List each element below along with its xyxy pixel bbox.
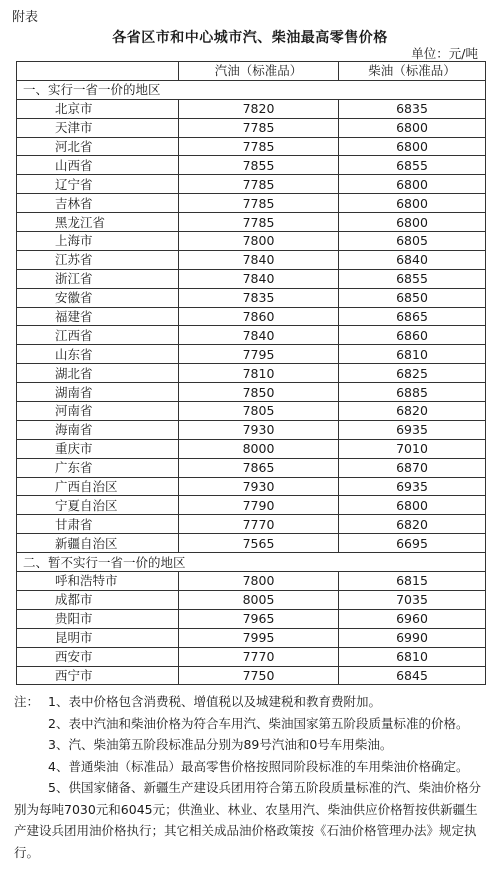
gasoline-price: 7840 (179, 250, 339, 269)
diesel-price: 6800 (339, 118, 486, 137)
section-row (17, 553, 486, 572)
region-name: 甘肃省 (17, 515, 179, 534)
diesel-price: 6840 (339, 250, 486, 269)
gasoline-price: 7930 (179, 477, 339, 496)
table-row (17, 250, 486, 269)
gasoline-price: 7835 (179, 288, 339, 307)
table-row (17, 213, 486, 232)
table-row (17, 194, 486, 213)
table-row (17, 647, 486, 666)
table-row (17, 288, 486, 307)
header-region-cell (17, 62, 179, 81)
diesel-price: 6805 (339, 232, 486, 251)
table-row (17, 534, 486, 553)
region-name: 吉林省 (17, 194, 179, 213)
gasoline-price: 7770 (179, 515, 339, 534)
diesel-price: 6800 (339, 137, 486, 156)
table-row (17, 156, 486, 175)
table-row (17, 477, 486, 496)
table-row (17, 326, 486, 345)
table-row (17, 383, 486, 402)
gasoline-price: 7840 (179, 326, 339, 345)
gasoline-price: 7810 (179, 364, 339, 383)
table-row (17, 402, 486, 421)
region-name: 呼和浩特市 (17, 572, 179, 591)
region-name: 重庆市 (17, 439, 179, 458)
region-name: 安徽省 (17, 288, 179, 307)
section-heading: 二、暂不实行一省一价的地区 (17, 553, 486, 572)
note-text: 2、表中汽油和柴油价格为符合车用汽、柴油国家第五阶段质量标准的价格。 (48, 715, 469, 731)
table-row (17, 99, 486, 118)
note-text: 1、表中价格包含消费税、增值税以及城建税和教育费附加。 (48, 694, 381, 709)
diesel-price: 6800 (339, 194, 486, 213)
diesel-price: 6800 (339, 175, 486, 194)
table-row (17, 345, 486, 364)
diesel-price: 6960 (339, 609, 486, 628)
note-item (14, 734, 488, 756)
region-name: 广东省 (17, 458, 179, 477)
region-name: 成都市 (17, 590, 179, 609)
diesel-price: 7035 (339, 590, 486, 609)
table-row (17, 609, 486, 628)
diesel-price: 6820 (339, 515, 486, 534)
gasoline-price: 7995 (179, 628, 339, 647)
region-name: 湖北省 (17, 364, 179, 383)
table-row (17, 590, 486, 609)
table-row (17, 307, 486, 326)
region-name: 海南省 (17, 420, 179, 439)
region-name: 江苏省 (17, 250, 179, 269)
region-name: 江西省 (17, 326, 179, 345)
table-row (17, 439, 486, 458)
gasoline-price: 7930 (179, 420, 339, 439)
table-row (17, 232, 486, 251)
table-row (17, 496, 486, 515)
region-name: 河南省 (17, 402, 179, 421)
diesel-price: 6855 (339, 269, 486, 288)
price-table (16, 61, 486, 685)
region-name: 北京市 (17, 99, 179, 118)
region-name: 宁夏自治区 (17, 496, 179, 515)
region-name: 山西省 (17, 156, 179, 175)
table-row (17, 420, 486, 439)
diesel-price: 6885 (339, 383, 486, 402)
gasoline-price: 7565 (179, 534, 339, 553)
diesel-price: 6845 (339, 666, 486, 685)
gasoline-price: 7800 (179, 572, 339, 591)
table-row (17, 137, 486, 156)
gasoline-price: 7785 (179, 137, 339, 156)
region-name: 浙江省 (17, 269, 179, 288)
document-title: 各省区市和中心城市汽、柴油最高零售价格 (112, 30, 388, 46)
gasoline-price: 7785 (179, 194, 339, 213)
gasoline-price: 7800 (179, 232, 339, 251)
region-name: 贵阳市 (17, 609, 179, 628)
gasoline-price: 7790 (179, 496, 339, 515)
region-name: 天津市 (17, 118, 179, 137)
note-text: 5、供国家储备、新疆生产建设兵团用符合第五阶段质量标准的汽、柴油价格分别为每吨7030元和6045元；供渔业、林业、农垦用汽、柴油供应价格暂按供新疆生产建设兵团用油价格执行；其它相关成品油价格政策按《石油价格管理办法》规定执行。 (14, 780, 481, 860)
diesel-price: 6810 (339, 345, 486, 364)
region-name: 辽宁省 (17, 175, 179, 194)
gasoline-price: 7785 (179, 118, 339, 137)
gasoline-price: 8005 (179, 590, 339, 609)
gasoline-price: 7860 (179, 307, 339, 326)
region-name: 西安市 (17, 647, 179, 666)
notes-label: 注： (14, 694, 40, 709)
diesel-price: 6800 (339, 213, 486, 232)
diesel-price: 6815 (339, 572, 486, 591)
diesel-price: 6695 (339, 534, 486, 553)
note-item (14, 777, 488, 863)
table-row (17, 666, 486, 685)
table-row (17, 515, 486, 534)
table-row (17, 364, 486, 383)
appendix-label: 附表 (12, 10, 39, 25)
gasoline-price: 7805 (179, 402, 339, 421)
section-heading: 一、实行一省一价的地区 (17, 80, 486, 99)
diesel-price: 6865 (339, 307, 486, 326)
header-diesel: 柴油（标准品） (339, 62, 486, 81)
region-name: 黑龙江省 (17, 213, 179, 232)
region-name: 福建省 (17, 307, 179, 326)
diesel-price: 6835 (339, 99, 486, 118)
gasoline-price: 7820 (179, 99, 339, 118)
diesel-price: 6800 (339, 496, 486, 515)
gasoline-price: 7840 (179, 269, 339, 288)
note-text: 3、汽、柴油第五阶段标准品分别为89号汽油和0号车用柴油。 (48, 737, 393, 752)
diesel-price: 6990 (339, 628, 486, 647)
diesel-price: 6935 (339, 477, 486, 496)
gasoline-price: 8000 (179, 439, 339, 458)
note-item (14, 691, 488, 713)
notes-section (14, 691, 488, 863)
region-name: 新疆自治区 (17, 534, 179, 553)
gasoline-price: 7785 (179, 213, 339, 232)
table-row (17, 458, 486, 477)
note-text: 4、普通柴油（标准品）最高零售价格按照同阶段标准的车用柴油价格确定。 (48, 758, 469, 774)
gasoline-price: 7770 (179, 647, 339, 666)
region-name: 河北省 (17, 137, 179, 156)
table-row (17, 572, 486, 591)
gasoline-price: 7795 (179, 345, 339, 364)
unit-label: 单位：元/吨 (411, 46, 478, 61)
note-item (14, 713, 488, 735)
diesel-price: 6820 (339, 402, 486, 421)
table-row (17, 269, 486, 288)
gasoline-price: 7750 (179, 666, 339, 685)
diesel-price: 6850 (339, 288, 486, 307)
diesel-price: 7010 (339, 439, 486, 458)
note-item (14, 756, 488, 778)
gasoline-price: 7785 (179, 175, 339, 194)
region-name: 昆明市 (17, 628, 179, 647)
gasoline-price: 7865 (179, 458, 339, 477)
gasoline-price: 7855 (179, 156, 339, 175)
region-name: 上海市 (17, 232, 179, 251)
region-name: 山东省 (17, 345, 179, 364)
diesel-price: 6825 (339, 364, 486, 383)
header-gasoline: 汽油（标准品） (179, 62, 339, 81)
diesel-price: 6810 (339, 647, 486, 666)
region-name: 西宁市 (17, 666, 179, 685)
table-row (17, 118, 486, 137)
gasoline-price: 7965 (179, 609, 339, 628)
table-header-row (17, 62, 486, 81)
section-row (17, 80, 486, 99)
diesel-price: 6870 (339, 458, 486, 477)
diesel-price: 6855 (339, 156, 486, 175)
gasoline-price: 7850 (179, 383, 339, 402)
table-row (17, 628, 486, 647)
region-name: 湖南省 (17, 383, 179, 402)
table-row (17, 175, 486, 194)
diesel-price: 6860 (339, 326, 486, 345)
diesel-price: 6935 (339, 420, 486, 439)
region-name: 广西自治区 (17, 477, 179, 496)
